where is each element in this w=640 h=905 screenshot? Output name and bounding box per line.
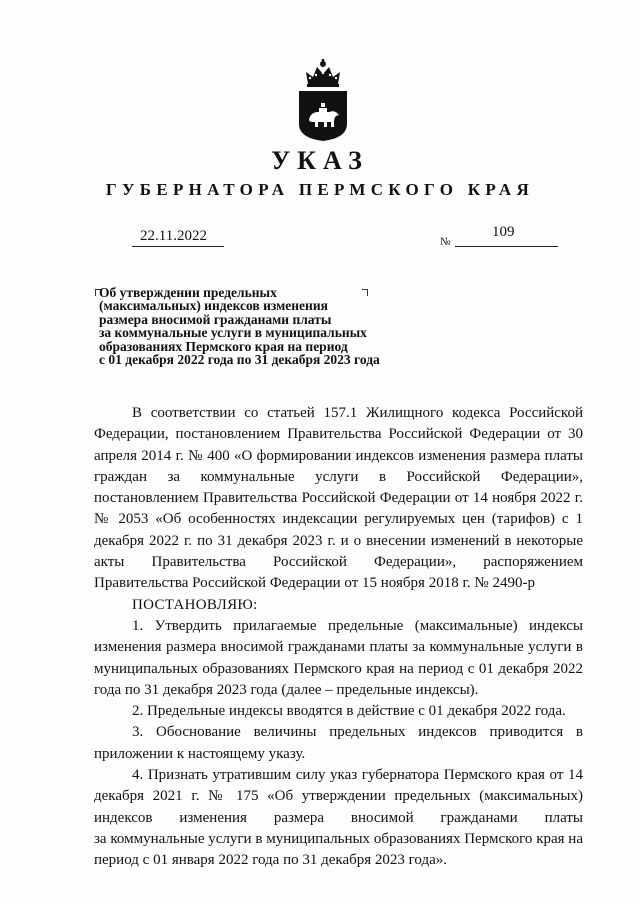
subject-line: за коммунальные услуги в муниципальных: [99, 325, 367, 341]
perm-krai-coat-of-arms-icon: [296, 58, 350, 142]
subject-line: Об утверждении предельных: [99, 285, 277, 300]
date-underline: [132, 246, 224, 247]
document-issuer: ГУБЕРНАТОРА ПЕРМСКОГО КРАЯ: [105, 180, 535, 199]
decree-heading: ПОСТАНОВЛЯЮ:: [132, 596, 258, 613]
preamble-paragraph: В соответствии со статьей 157.1 Жилищного кодекса Российской Федерации, постановлением Правительства Российской Федерации от 30 апреля 2014 г. № 400 «О формировании индексов изменения размера платы граждан за коммунальные услуги в Российской Федерации», постановлением Правительства Российской Федерации от 14 ноября 2022 г. № 2053 «Об особенностях индексации регулируемых цен (тарифов) с 1 декабря 2022 г. по 31 декабря 2023 г. и о внесении изменений в некоторые акты Правительства Российской Федерации», распоряжением Правительства Российской Федерации от 15 ноября 2018 г. № 2490-р: [94, 405, 583, 592]
document-date: 22.11.2022: [140, 228, 207, 244]
document-subject: [99, 286, 429, 366]
subject-line: с 01 декабря 2022 года по 31 декабря 2023 года: [99, 352, 380, 368]
item-3-paragraph: 3. Обоснование величины предельных индексов приводится в приложении к настоящему указу.: [94, 724, 583, 762]
item-2-paragraph: 2. Предельные индексы вводятся в действие с 01 декабря 2022 года.: [132, 703, 566, 720]
number-underline: [455, 246, 558, 247]
subject-line: размера вносимой гражданами платы: [99, 311, 332, 327]
item-4-paragraph-end: за коммунальные услуги в муниципальных образованиях Пермского края на период с 01 января 2022 года по 31 декабря 2023 года».: [94, 830, 583, 869]
document-number: 109: [492, 224, 515, 240]
item-4-paragraph-start: 4. Признать утратившим силу указ губернатора Пермского края от 14 декабря 2021 г. № 175 «Об утверждении предельных (максимальных) индексов изменения размера вносимой гражданами платы: [94, 767, 583, 826]
number-label: №: [440, 236, 451, 248]
subject-line: (максимальных) индексов изменения: [99, 298, 328, 314]
document-title: УКАЗ: [271, 146, 369, 175]
document-body: [94, 403, 583, 872]
item-1-paragraph: 1. Утвердить прилагаемые предельные (максимальные) индексы изменения размера вносимой гражданами платы за коммунальные услуги в муниципальных образованиях Пермского края на период с 01 декабря 2022 года по 31 декабря 2023 года (далее – предельные индексы).: [94, 617, 583, 698]
subject-line: образованиях Пермского края на период: [99, 338, 348, 354]
